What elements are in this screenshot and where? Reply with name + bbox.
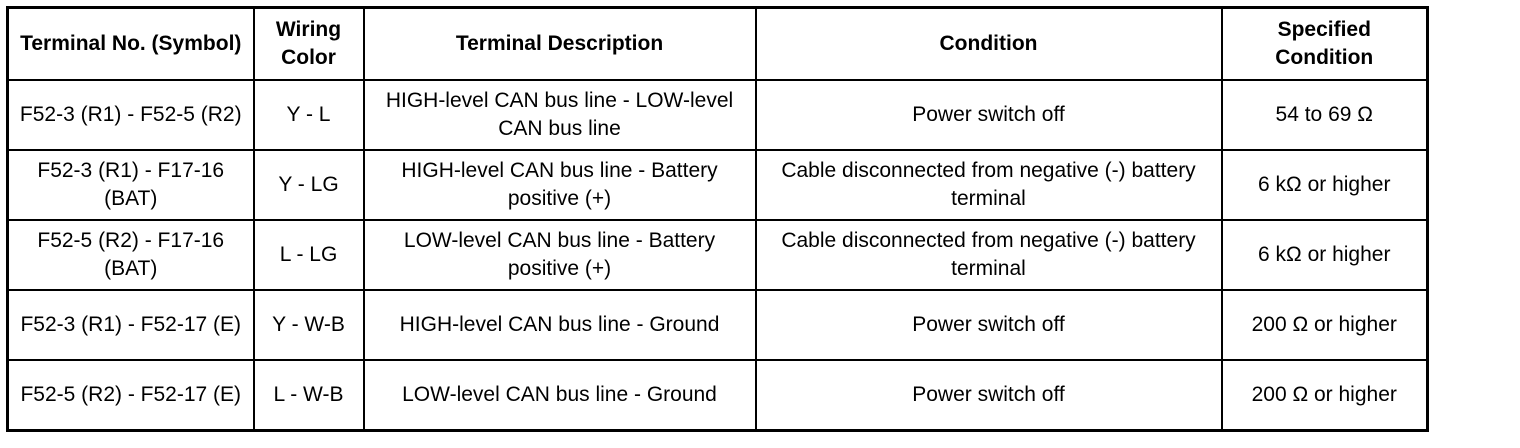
can-bus-resistance-table: [6, 6, 1429, 432]
specified-condition-cell: 200 Ω or higher: [1222, 290, 1428, 360]
wiring-color-cell: Y - LG: [254, 150, 364, 220]
specified-condition-cell: 6 kΩ or higher: [1222, 150, 1428, 220]
header-wiring-color: Wiring Color: [254, 8, 364, 81]
terminal-description-cell: LOW-level CAN bus line - Ground: [364, 360, 756, 431]
wiring-color-cell: Y - W-B: [254, 290, 364, 360]
terminal-no-cell: F52-3 (R1) - F52-17 (E): [8, 290, 254, 360]
specified-condition-cell: 200 Ω or higher: [1222, 360, 1428, 431]
wiring-color-cell: L - LG: [254, 220, 364, 290]
condition-cell: Power switch off: [756, 80, 1222, 150]
wiring-color-cell: Y - L: [254, 80, 364, 150]
terminal-no-cell: F52-5 (R2) - F17-16 (BAT): [8, 220, 254, 290]
header-condition: Condition: [756, 8, 1222, 81]
condition-cell: Cable disconnected from negative (-) battery terminal: [756, 150, 1222, 220]
header-row: [8, 8, 1428, 81]
condition-cell: Cable disconnected from negative (-) battery terminal: [756, 220, 1222, 290]
table-row: [8, 290, 1428, 360]
condition-cell: Power switch off: [756, 360, 1222, 431]
terminal-no-cell: F52-3 (R1) - F52-5 (R2): [8, 80, 254, 150]
table-row: [8, 150, 1428, 220]
terminal-description-cell: HIGH-level CAN bus line - LOW-level CAN bus line: [364, 80, 756, 150]
header-terminal-description: Terminal Description: [364, 8, 756, 81]
table-row: [8, 360, 1428, 431]
wiring-color-cell: L - W-B: [254, 360, 364, 431]
spec-table-container: [6, 6, 1429, 432]
table-row: [8, 220, 1428, 290]
header-specified-condition: Specified Condition: [1222, 8, 1428, 81]
terminal-no-cell: F52-5 (R2) - F52-17 (E): [8, 360, 254, 431]
terminal-description-cell: HIGH-level CAN bus line - Ground: [364, 290, 756, 360]
specified-condition-cell: 54 to 69 Ω: [1222, 80, 1428, 150]
table-row: [8, 80, 1428, 150]
header-terminal-no: Terminal No. (Symbol): [8, 8, 254, 81]
condition-cell: Power switch off: [756, 290, 1222, 360]
terminal-no-cell: F52-3 (R1) - F17-16 (BAT): [8, 150, 254, 220]
terminal-description-cell: HIGH-level CAN bus line - Battery positive (+): [364, 150, 756, 220]
terminal-description-cell: LOW-level CAN bus line - Battery positive (+): [364, 220, 756, 290]
specified-condition-cell: 6 kΩ or higher: [1222, 220, 1428, 290]
